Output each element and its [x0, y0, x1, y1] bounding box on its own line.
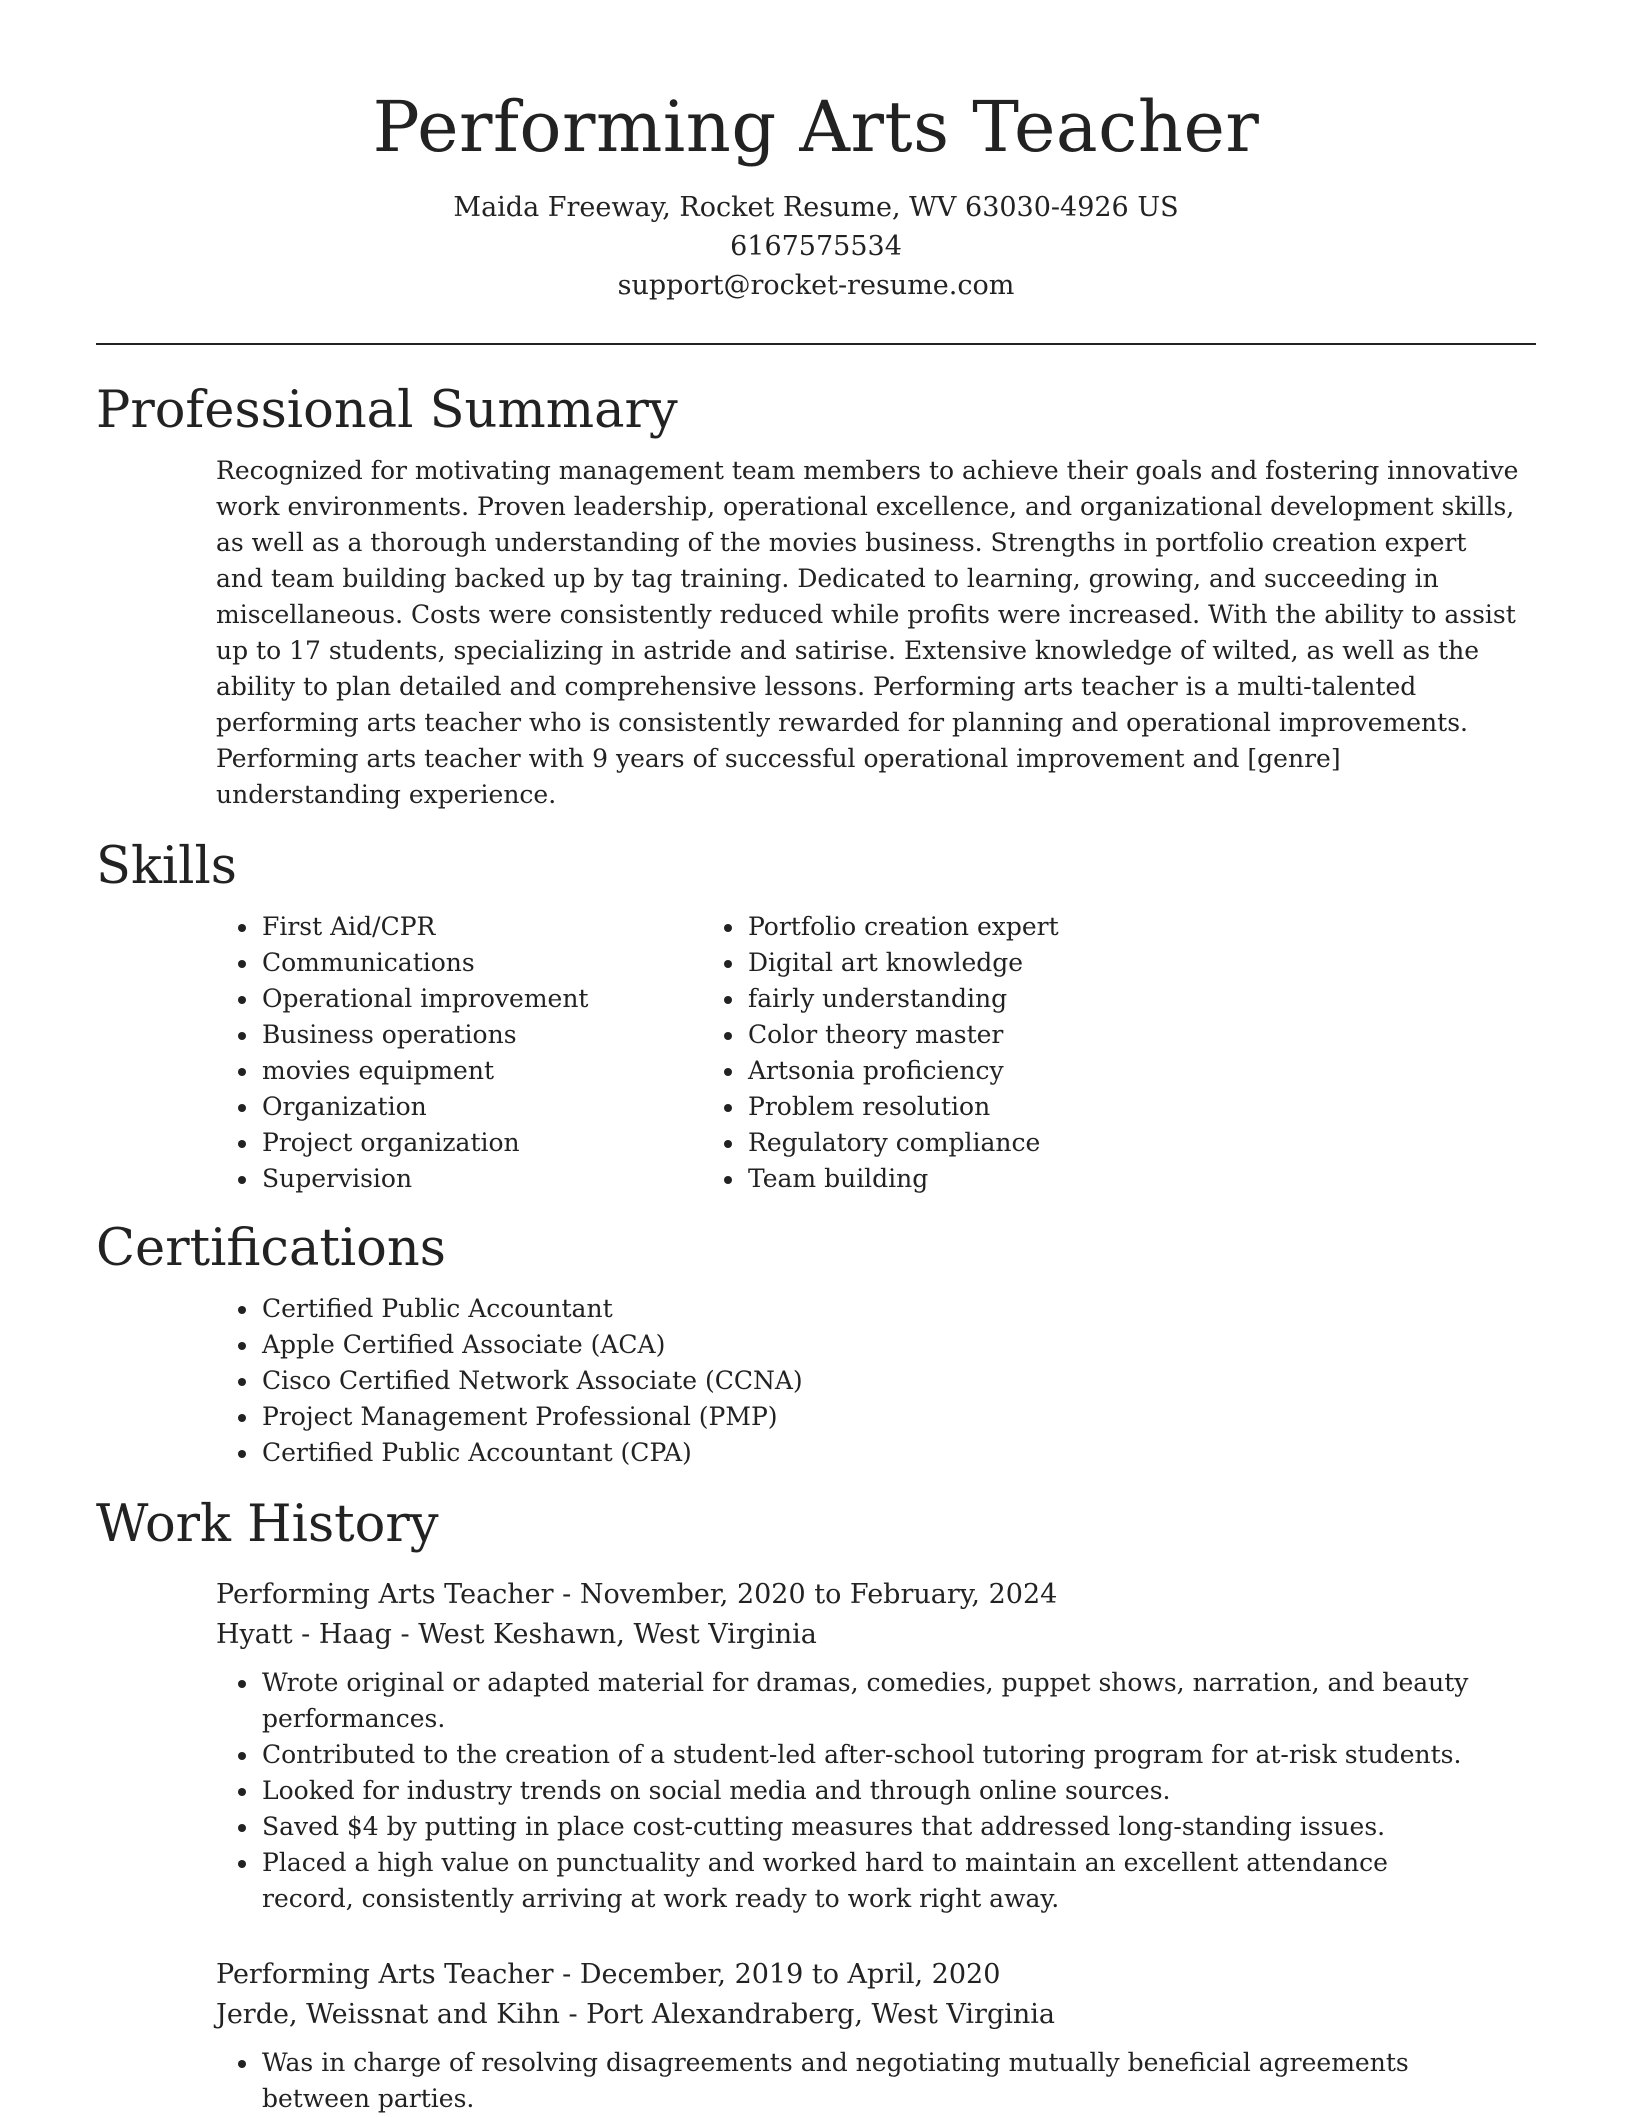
skill-item: • Organization	[260, 1089, 746, 1125]
contact-address: Maida Freeway, Rocket Resume, WV 63030-4926 US	[453, 192, 1179, 223]
job-location: - Port Alexandraberg, West Virginia	[559, 1999, 1055, 2030]
job-duty: • Contributed to the creation of a student-led after-school tutoring program for at-risk students.	[260, 1737, 1470, 1773]
job-entry	[216, 1575, 1536, 1917]
certification-item: • Cisco Certified Network Associate (CCNA)	[260, 1363, 1536, 1399]
certification-item: • Certified Public Accountant (CPA)	[260, 1435, 1536, 1471]
skill-item: • Project organization	[260, 1125, 746, 1161]
skill-item: • Team building	[746, 1161, 1246, 1197]
job-location: - West Keshawn, West Virginia	[391, 1619, 817, 1650]
job-title: Performing Arts Teacher	[216, 1959, 554, 1990]
summary-section	[96, 379, 1536, 813]
skills-columns	[96, 909, 1536, 1197]
job-duties-list	[216, 1665, 1470, 1917]
contact-block	[0, 188, 1632, 305]
skill-item: • Communications	[260, 945, 746, 981]
job-dates: - November, 2020 to February, 2024	[553, 1579, 1058, 1610]
contact-email: support@rocket-resume.com	[617, 270, 1015, 301]
certification-item: • Project Management Professional (PMP)	[260, 1399, 1536, 1435]
skill-item: • Portfolio creation expert	[746, 909, 1246, 945]
skill-item: • Digital art knowledge	[746, 945, 1246, 981]
skill-item: • Operational improvement	[260, 981, 746, 1017]
skill-item: • movies equipment	[260, 1053, 746, 1089]
job-company: Jerde, Weissnat and Kihn	[216, 1999, 560, 2030]
skills-section	[96, 835, 1536, 1197]
work-history-heading: Work History	[96, 1495, 439, 1554]
summary-text: Recognized for motivating management team members to achieve their goals and fostering innovative work environments. Proven leadership, operational excellence, and organizational development skills, as well as a thorough understanding of the movies business. Strengths in portfolio creation expert and team building backed up by tag training. Dedicated to learning, growing, and succeeding in miscellaneous. Costs were consistently reduced while profits were increased. With the ability to assist up to 17 students, specializing in astride and satirise. Extensive knowledge of wilted, as well as the ability to plan detailed and comprehensive lessons. Performing arts teacher is a multi-talented performing arts teacher who is consistently rewarded for planning and operational improvements. Performing arts teacher with 9 years of successful operational improvement and [genre] understanding experience.	[216, 456, 1519, 809]
job-title: Performing Arts Teacher	[216, 1579, 554, 1610]
skills-heading: Skills	[96, 837, 237, 896]
skill-item: • Problem resolution	[746, 1089, 1246, 1125]
skill-item: • Regulatory compliance	[746, 1125, 1246, 1161]
job-duty: • Placed a high value on punctuality and worked hard to maintain an excellent attendance record, consistently arriving at work ready to work right away.	[260, 1845, 1470, 1917]
certifications-list	[96, 1291, 1536, 1471]
certifications-heading: Certifications	[96, 1219, 446, 1278]
job-duties-list	[216, 2045, 1470, 2117]
work-history-section	[96, 1493, 1536, 2117]
job-duty: • Saved $4 by putting in place cost-cutting measures that addressed long-standing issues.	[260, 1809, 1470, 1845]
skill-item: • Supervision	[260, 1161, 746, 1197]
resume-title: Performing Arts Teacher	[372, 86, 1260, 168]
job-dates: - December, 2019 to April, 2020	[553, 1959, 1001, 1990]
skill-item: • Color theory master	[746, 1017, 1246, 1053]
skills-list-right	[582, 909, 1246, 1197]
resume-header	[0, 0, 1632, 305]
skill-item: • First Aid/CPR	[260, 909, 746, 945]
job-title-line	[216, 1955, 1536, 1995]
job-company-line	[216, 1615, 1536, 1655]
job-duty: • Looked for industry trends on social media and through online sources.	[260, 1773, 1470, 1809]
certification-item: • Certified Public Accountant	[260, 1291, 1536, 1327]
skill-item: • Artsonia proficiency	[746, 1053, 1246, 1089]
header-divider	[96, 343, 1536, 345]
skill-item: • fairly understanding	[746, 981, 1246, 1017]
job-company: Hyatt - Haag	[216, 1619, 392, 1650]
job-entry	[216, 1955, 1536, 2117]
summary-heading: Professional Summary	[96, 381, 678, 440]
certification-item: • Apple Certified Associate (ACA)	[260, 1327, 1536, 1363]
job-company-line	[216, 1995, 1536, 2035]
job-duty: • Was in charge of resolving disagreements and negotiating mutually beneficial agreements between parties.	[260, 2045, 1470, 2117]
job-title-line	[216, 1575, 1536, 1615]
skill-item: • Business operations	[260, 1017, 746, 1053]
contact-phone: 6167575534	[730, 231, 902, 262]
certifications-section	[96, 1217, 1536, 1471]
job-duty: • Wrote original or adapted material for dramas, comedies, puppet shows, narration, and beauty performances.	[260, 1665, 1470, 1737]
